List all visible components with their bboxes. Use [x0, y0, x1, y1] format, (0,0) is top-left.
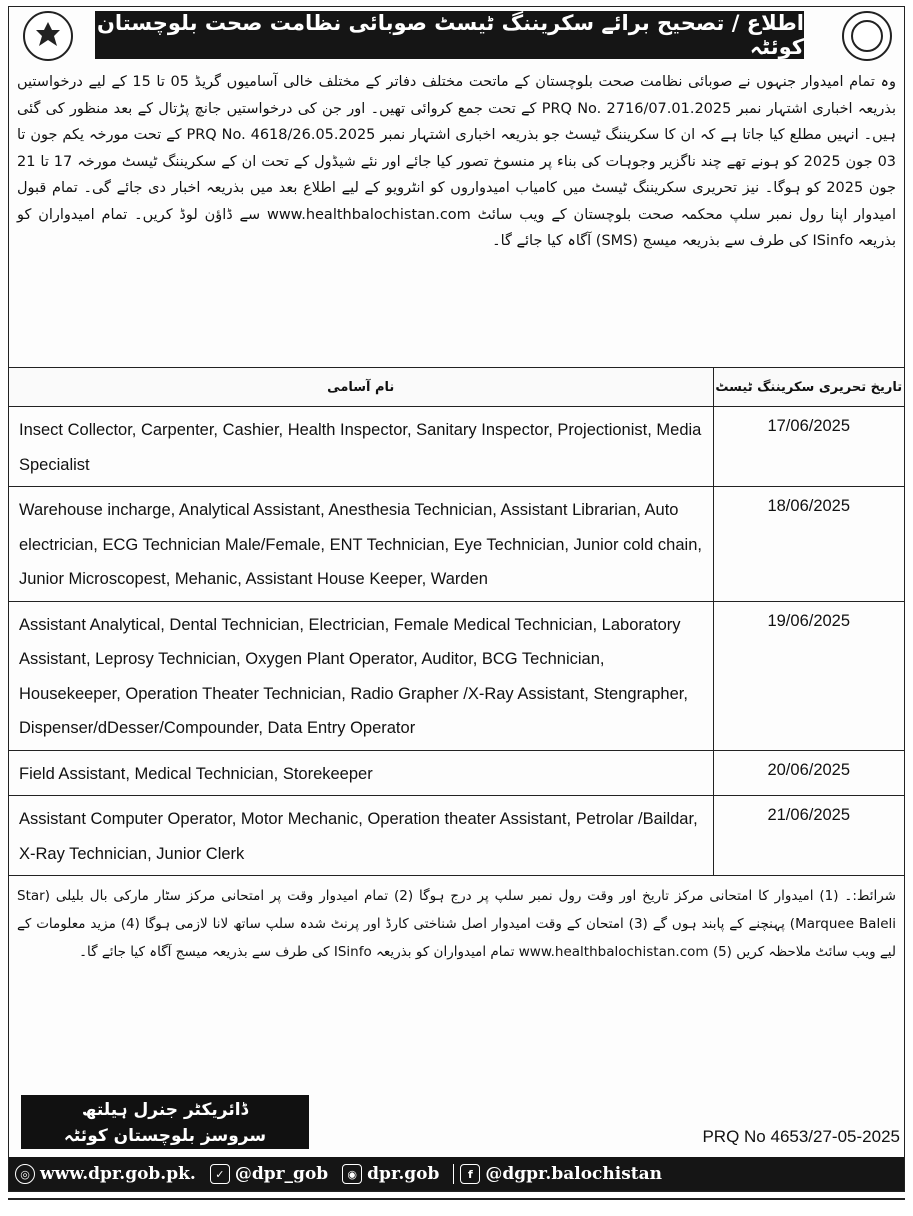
posts-cell: Assistant Analytical, Dental Technician, Electrician, Female Medical Technician, Laboratory Assistant, Leprosy Technician, Oxygen Plant Operator, Auditor, BCG Technician, Housekeeper, Operation Theater Technician, Radio Grapher /X-Ray Assistant, Stengrapher, Dispenser/dDesser/Compounder, Data Entry Operator: [9, 601, 713, 750]
twitter-handle: @dpr_gob: [234, 1164, 329, 1184]
header: [9, 7, 904, 67]
date-cell: 20/06/2025: [713, 750, 904, 796]
table-row: [9, 750, 904, 796]
terms-section: [9, 876, 904, 1006]
date-cell: 19/06/2025: [713, 601, 904, 750]
website-item[interactable]: [15, 1164, 196, 1184]
bottom-rule: [8, 1198, 905, 1200]
footer-contact-strip: [9, 1157, 904, 1191]
notice-title: اطلاع / تصحیح برائے سکریننگ ٹیسٹ صوبائی نظامت صحت بلوچستان کوئٹہ: [97, 11, 804, 59]
signature-block: [21, 1095, 309, 1149]
government-seal-icon: [842, 11, 892, 61]
date-cell: 18/06/2025: [713, 487, 904, 602]
twitter-icon: ✓: [210, 1164, 230, 1184]
table-row: [9, 796, 904, 876]
health-department-emblem-icon: [23, 11, 73, 61]
instagram-icon: ◉: [342, 1164, 362, 1184]
table-row: [9, 407, 904, 487]
posts-cell: Insect Collector, Carpenter, Cashier, Health Inspector, Sanitary Inspector, Projectionist, Media Specialist: [9, 407, 713, 487]
date-cell: 17/06/2025: [713, 407, 904, 487]
facebook-handle: @dgpr.balochistan: [485, 1164, 663, 1184]
terms-text: شرائط:۔ (1) امیدوار کا امتحانی مرکز تاریخ اور وقت رول نمبر سلپ پر درج ہوگا (2) تمام امیدوار وقت پر امتحانی مرکز سٹار مارکی بال بلیلی (Star Marquee Baleli) پہنچنے کے پابند ہوں گے (3) امتحان کے وقت امیدوار اصل شناختی کارڈ اور پرنٹ شدہ سلپ ساتھ لانا لازمی ہوگا (4) مزید معلومات کے لیے ویب سائٹ ملاحظہ کریں www.healthbalochistan.com (5) تمام امیدواران کو بذریعہ ISinfo کی طرف سے بذریعہ میسج آگاہ کیا جائے گا۔: [17, 888, 897, 960]
website-text: www.dpr.gob.pk.: [40, 1164, 196, 1184]
instagram-handle: dpr.gob: [367, 1164, 440, 1184]
table-header-row: [9, 368, 904, 407]
schedule-table: [9, 367, 904, 876]
instagram-item[interactable]: [342, 1164, 439, 1184]
signature-line-2: سروسز بلوچستان کوئٹہ: [63, 1126, 267, 1146]
advertisement-page: [8, 6, 905, 1192]
intro-text: وہ تمام امیدوار جنہوں نے صوبائی نظامت صحت بلوچستان کے ماتحت مختلف دفاتر کے مختلف خالی آسامیوں گریڈ 05 تا 15 کے لیے درخواستیں بذریعہ اخباری اشتہار نمبر PRQ No. 2716/07.01.2025 کے تحت جمع کروائی تھیں۔ اور جن کی درخواستیں جانچ پڑتال کے بعد منظور کی گئی ہیں۔ انہیں مطلع کیا جاتا ہے کہ ان کا سکریننگ ٹیسٹ جو بذریعہ اخباری اشتہار نمبر PRQ No. 4618/26.05.2025 کے تحت مورخہ یکم جون تا 03 جون 2025 کو ہونے تھے چند ناگزیر وجوہات کی بناء پر منسوخ تصور کیا جائے اور نئے شیڈول کے تحت ان کے سکریننگ ٹیسٹ مورخہ 17 تا 21 جون 2025 کو ہوگا۔ نیز تحریری سکریننگ ٹیسٹ میں کامیاب امیدواروں کو انٹرویو کے لیے اطلاع بعد میں بذریعہ اخبار دی جائے گی۔ تمام قبول امیدوار اپنا رول نمبر سلپ محکمہ صحت بلوچستان کے ویب سائٹ www.healthbalochistan.com سے ڈاؤن لوڈ کریں۔ تمام امیدواران کو بذریعہ ISinfo کی طرف سے بذریعہ میسج (SMS) آگاہ کیا جائے گا۔: [17, 74, 897, 249]
date-cell: 21/06/2025: [713, 796, 904, 876]
divider: [453, 1164, 454, 1184]
posts-column-header: نام آسامی: [9, 368, 713, 407]
prq-number: PRQ No 4653/27-05-2025: [702, 1127, 900, 1146]
globe-icon: ◎: [15, 1164, 35, 1184]
posts-cell: Assistant Computer Operator, Motor Mechanic, Operation theater Assistant, Petrolar /Baildar, X-Ray Technician, Junior Clerk: [9, 796, 713, 876]
posts-cell: Field Assistant, Medical Technician, Storekeeper: [9, 750, 713, 796]
table-row: [9, 487, 904, 602]
table-row: [9, 601, 904, 750]
twitter-item[interactable]: [210, 1164, 328, 1184]
signature-line-1: ڈائریکٹر جنرل ہیلتھ: [81, 1100, 249, 1120]
facebook-icon: f: [460, 1164, 480, 1184]
facebook-item[interactable]: [453, 1164, 662, 1184]
intro-paragraph: [9, 67, 904, 367]
posts-cell: Warehouse incharge, Analytical Assistant, Anesthesia Technician, Assistant Librarian, Auto electrician, ECG Technician Male/Female, ENT Technician, Eye Technician, Junior cold chain, Junior Microscopest, Mehanic, Assistant House Keeper, Warden: [9, 487, 713, 602]
date-column-header: تاریخ تحریری سکریننگ ٹیسٹ: [713, 368, 904, 407]
